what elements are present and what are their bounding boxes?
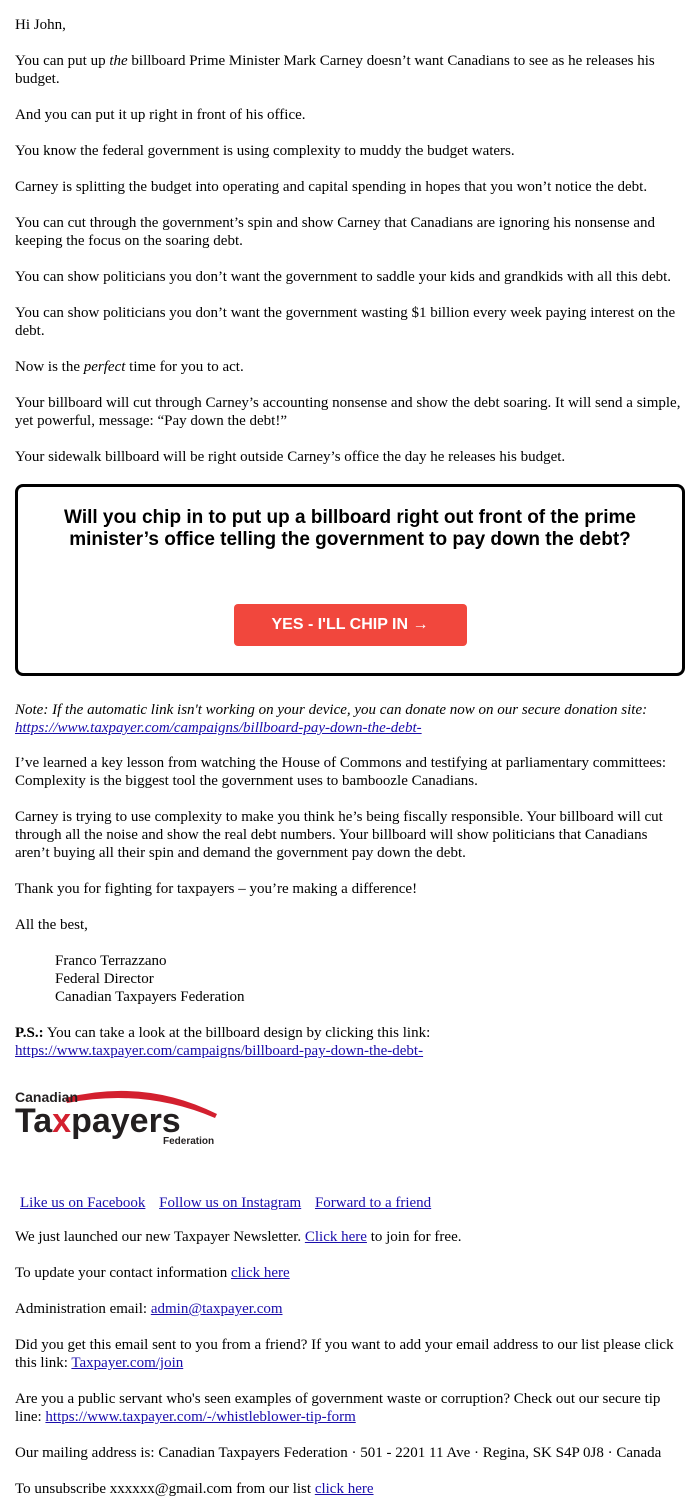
paragraph: Carney is splitting the budget into operating and capital spending in hopes that you won’t notice the debt. bbox=[15, 179, 648, 195]
paragraph: I’ve learned a key lesson from watching the House of Commons and testifying at parliamentary committees: Complexity is the biggest tool the government uses to bamboozle Canadians. bbox=[15, 755, 667, 789]
instagram-link[interactable]: Follow us on Instagram bbox=[159, 1195, 302, 1211]
newsletter-line: We just launched our new Taxpayer Newsletter. Click here to join for free. bbox=[15, 1229, 462, 1245]
mailing-address: Our mailing address is: Canadian Taxpayers Federation · 501 - 2201 11 Ave · Regina, SK S4P 0J8 · Canada bbox=[15, 1445, 662, 1461]
chip-in-button[interactable]: YES - I'LL CHIP IN → bbox=[234, 604, 467, 646]
cta-box bbox=[15, 484, 685, 676]
friend-line: Did you get this email sent to you from a friend? If you want to add your email address to our list please click this link: Taxpayer.com/join bbox=[15, 1337, 674, 1371]
unsubscribe-line: To unsubscribe xxxxxx@gmail.com from our list click here bbox=[15, 1481, 374, 1497]
cta-heading: Will you chip in to put up a billboard right out front of the prime minister’s office telling the government to pay down the debt? bbox=[64, 507, 636, 550]
paragraph: Your billboard will cut through Carney’s accounting nonsense and show the debt soaring. It will send a simple, yet powerful, message: “Pay down the debt!” bbox=[15, 395, 681, 429]
ctf-logo bbox=[15, 1084, 220, 1146]
signature-org: Canadian Taxpayers Federation bbox=[55, 989, 245, 1005]
paragraph: Thank you for fighting for taxpayers – you’re making a difference! bbox=[15, 881, 418, 897]
admin-email-link[interactable]: admin@taxpayer.com bbox=[150, 1301, 283, 1317]
closing: All the best, bbox=[15, 917, 88, 933]
unsubscribe-link[interactable]: click here bbox=[314, 1481, 374, 1497]
signature-name: Franco Terrazzano bbox=[55, 953, 167, 969]
signature-block bbox=[15, 952, 685, 1006]
facebook-link[interactable]: Like us on Facebook bbox=[20, 1195, 146, 1211]
paragraph: Carney is trying to use complexity to make you think he’s being fiscally responsible. Your billboard will cut through all the noise and show the real debt numbers. Your billboard will show politicians that Canadians aren’t buying all their spin and demand the government pay down the debt. bbox=[15, 809, 663, 861]
paragraph: You can cut through the government’s spin and show Carney that Canadians are ignoring his nonsense and keeping the focus on the soaring debt. bbox=[15, 215, 656, 249]
social-links bbox=[15, 1194, 685, 1212]
update-contact-link[interactable]: click here bbox=[230, 1265, 290, 1281]
paragraph: And you can put it up right in front of his office. bbox=[15, 107, 306, 123]
billboard-design-link[interactable]: https://www.taxpayer.com/campaigns/billboard-pay-down-the-debt- bbox=[15, 1043, 424, 1059]
paragraph: Now is the perfect time for you to act. bbox=[15, 359, 244, 375]
join-link[interactable]: Taxpayer.com/join bbox=[71, 1355, 184, 1371]
update-line: To update your contact information click here bbox=[15, 1265, 290, 1281]
paragraph: You can show politicians you don’t want the government wasting $1 billion every week paying interest on the debt. bbox=[15, 305, 676, 339]
tip-line: Are you a public servant who's seen examples of government waste or corruption? Check out our secure tip line: https://www.taxpayer.com/-/whistleblower-tip-form bbox=[15, 1391, 661, 1425]
forward-link[interactable]: Forward to a friend bbox=[314, 1195, 432, 1211]
paragraph: Your sidewalk billboard will be right outside Carney’s office the day he releases his budget. bbox=[15, 449, 566, 465]
greeting: Hi John, bbox=[15, 17, 66, 33]
logo-text-taxpayers: Taxpayers bbox=[15, 1102, 181, 1140]
tip-form-link[interactable]: https://www.taxpayer.com/-/whistleblower-tip-form bbox=[45, 1409, 356, 1425]
postscript: P.S.: You can take a look at the billboard design by clicking this link: https://www.taxpayer.com/campaigns/billboard-pay-down-the-debt- bbox=[15, 1025, 431, 1059]
paragraph: You can show politicians you don’t want the government to saddle your kids and grandkids with all this debt. bbox=[15, 269, 672, 285]
donation-link[interactable]: https://www.taxpayer.com/campaigns/billboard-pay-down-the-debt- bbox=[15, 720, 422, 736]
admin-line: Administration email: admin@taxpayer.com bbox=[15, 1301, 283, 1317]
donation-note: Note: If the automatic link isn't working on your device, you can donate now on our secure donation site: https://www.taxpayer.com/campaigns/billboard-pay-down-the-debt- bbox=[15, 702, 648, 736]
paragraph-intro: You can put up the billboard Prime Minister Mark Carney doesn’t want Canadians to see as he releases his budget. bbox=[15, 53, 655, 87]
newsletter-link[interactable]: Click here bbox=[304, 1229, 367, 1245]
logo-text-canadian: Canadian bbox=[15, 1089, 79, 1105]
logo-swoosh bbox=[15, 1084, 220, 1146]
signature-title: Federal Director bbox=[55, 971, 154, 987]
logo-text-federation: Federation bbox=[163, 1136, 215, 1146]
paragraph: You know the federal government is using complexity to muddy the budget waters. bbox=[15, 143, 515, 159]
